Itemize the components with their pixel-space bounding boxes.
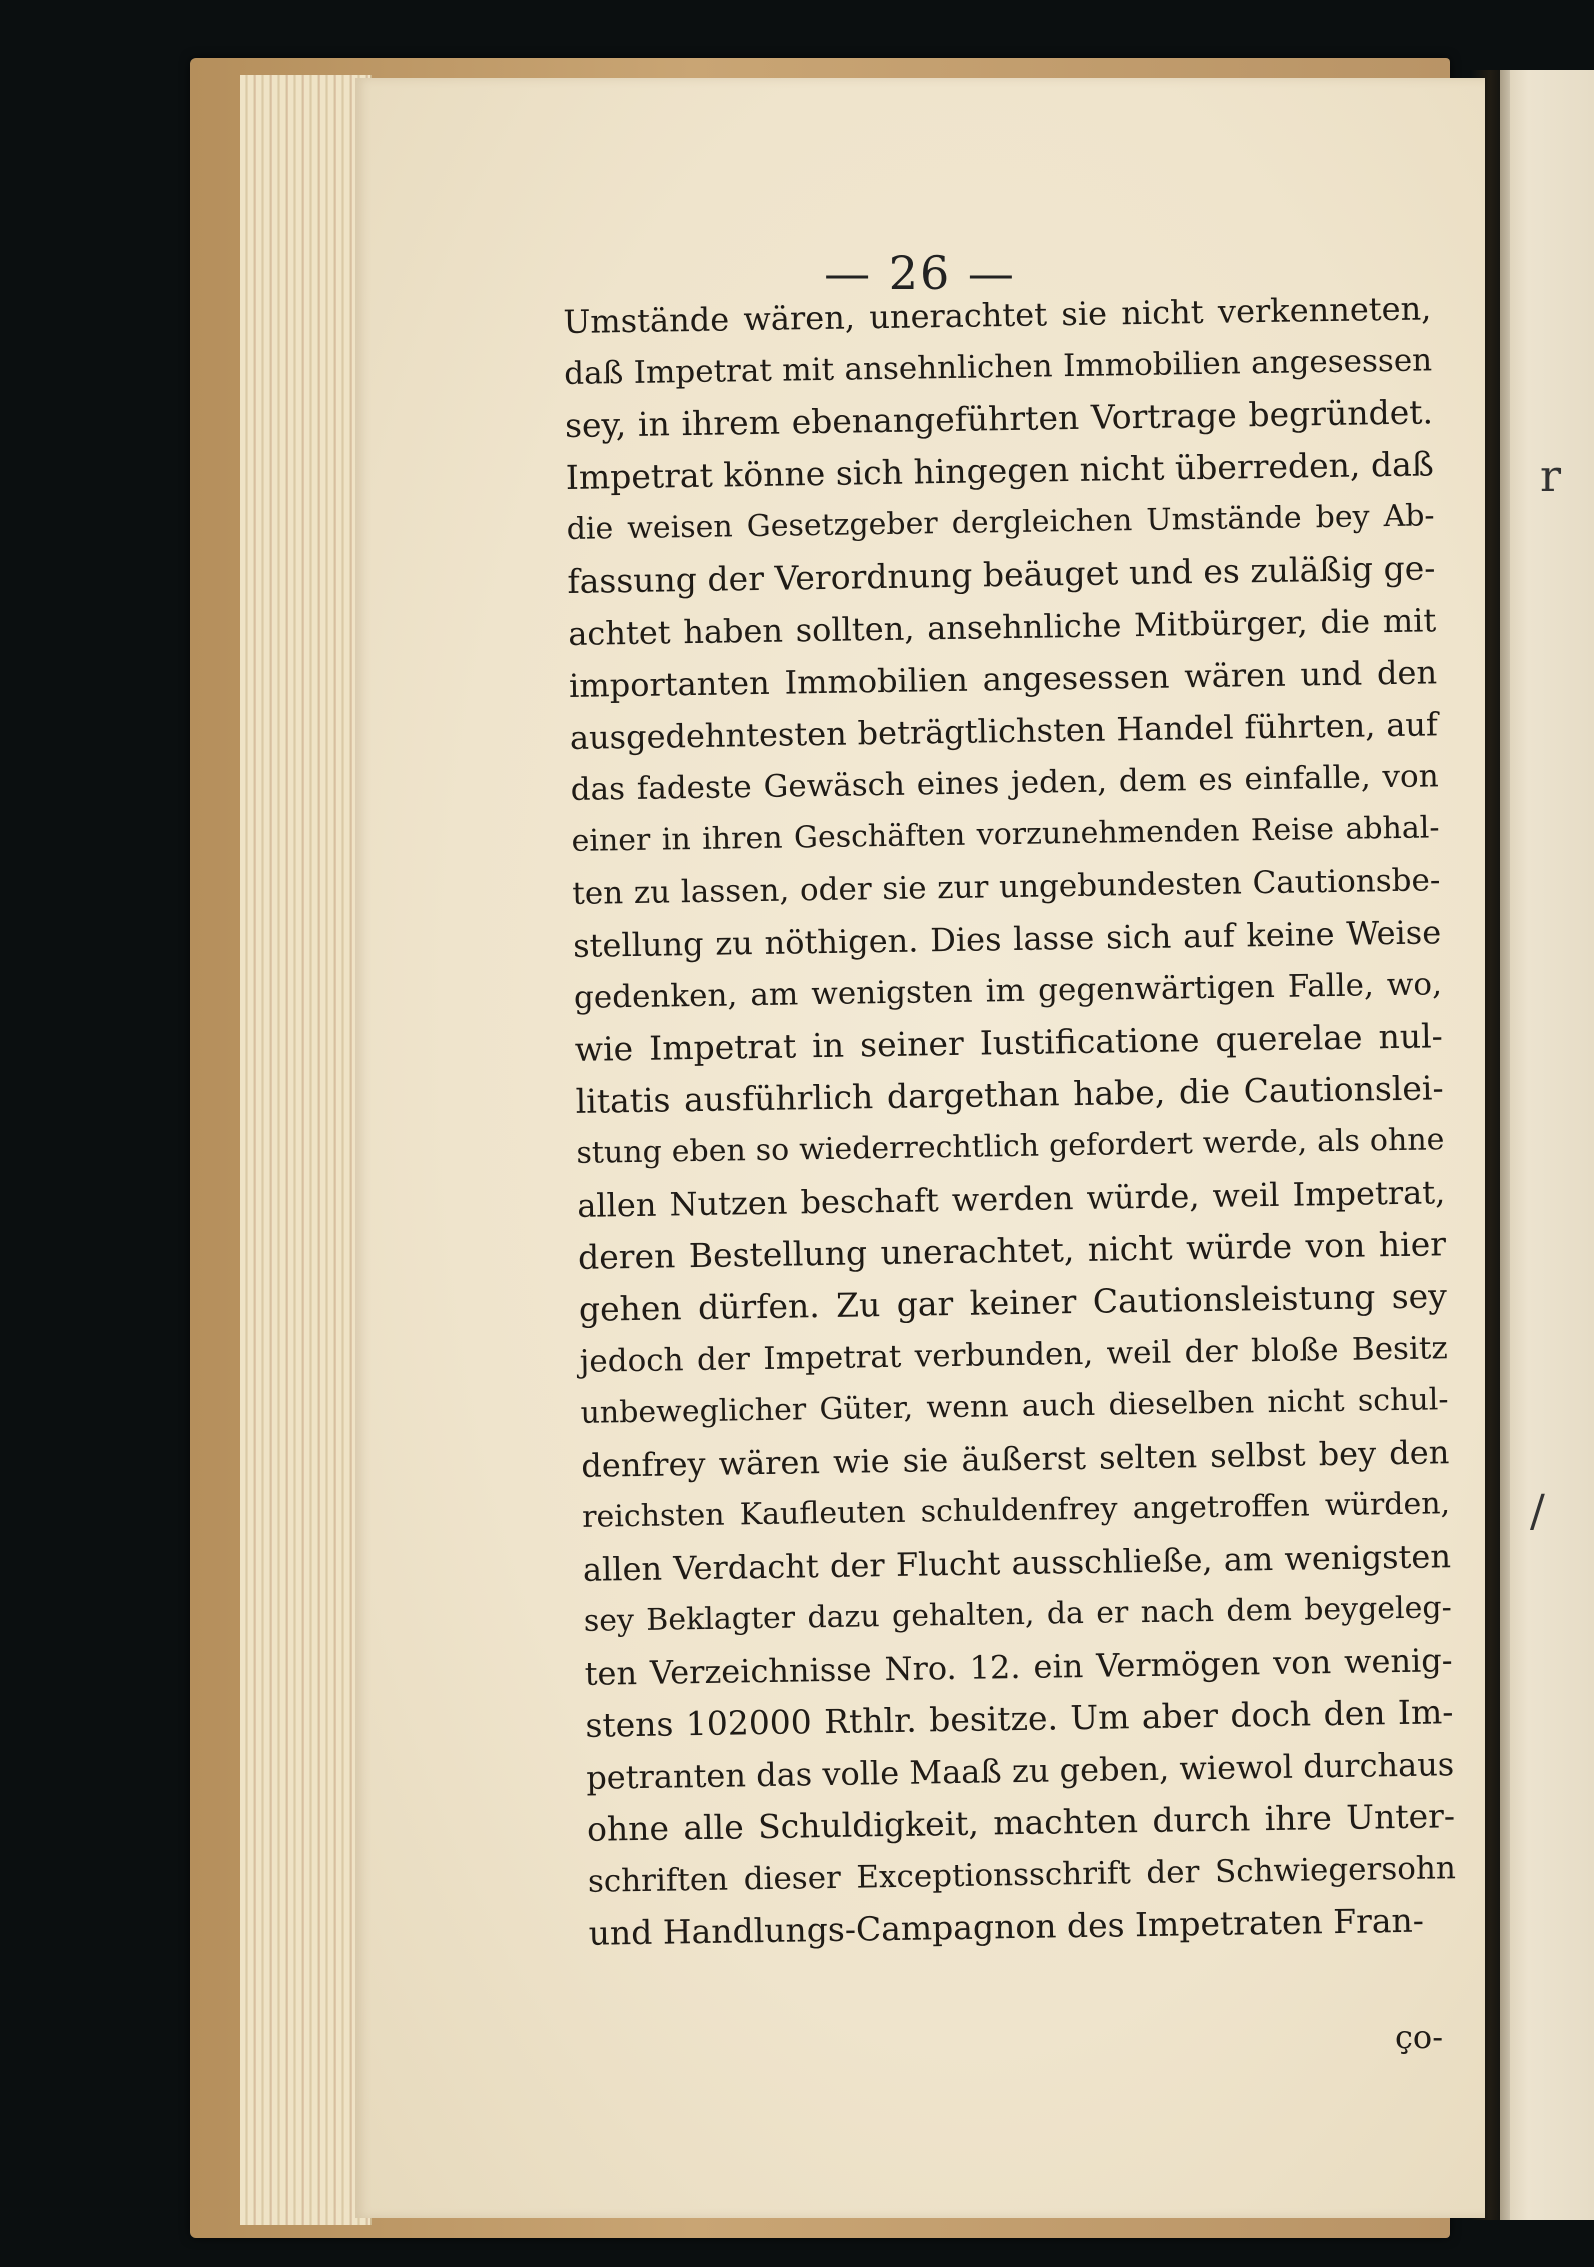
text-line: sey Beklagter dazu gehalten, da er nach dem beygeleg-: [583, 1590, 1452, 1639]
text-line: fassung der Verordnung beäuget und es zuläßig ge-: [567, 548, 1436, 601]
facing-page-mark: r: [1540, 451, 1562, 502]
text-line: jedoch der Impetrat verbunden, weil der bloße Besitz: [579, 1330, 1448, 1380]
text-line: allen Nutzen beschaft werden würde, weil Impetrat,: [576, 1173, 1446, 1225]
text-line: reichsten Kaufleuten schuldenfrey angetroffen würden,: [581, 1486, 1451, 1535]
text-line: deren Bestellung unerachtet, nicht würde von hier: [577, 1224, 1447, 1277]
text-line: unbeweglicher Güter, wenn auch dieselben nicht schul-: [580, 1382, 1449, 1431]
text-line: das fadeste Gewäsch eines jeden, dem es einfalle, von: [570, 758, 1439, 808]
text-line: ten Verzeichnisse Nro. 12. ein Vermögen von wenig-: [584, 1641, 1453, 1693]
text-line: stung eben so wiederrechtlich gefordert werde, als ohne: [576, 1122, 1445, 1171]
text-line: Impetrat könne sich hingegen nicht überreden, daß: [565, 444, 1435, 497]
text-line: achtet haben sollten, ansehnliche Mitbürger, die mit: [568, 601, 1437, 653]
text-line: ten zu lassen, oder sie zur ungebundesten Cautionsbe-: [572, 862, 1441, 912]
facing-page-mark: /: [1530, 1486, 1545, 1537]
page-number: — 26 —: [824, 246, 1016, 300]
text-line: litatis ausführlich dargethan habe, die Cautionslei-: [575, 1068, 1444, 1121]
page-edges: [240, 75, 372, 2225]
text-line: und Handlungs-Campagnon des Impetraten Fran-: [588, 1900, 1425, 1953]
text-line: die weisen Gesetzgeber dergleichen Umstände bey Ab-: [566, 498, 1435, 547]
text-line: ausgedehntesten beträgtlichsten Handel führten, auf: [569, 705, 1439, 757]
text-line: importanten Immobilien angesessen wären und den: [568, 653, 1438, 705]
text-line: stellung zu nöthigen. Dies lasse sich auf keine Weise: [572, 913, 1442, 965]
text-line: ohne alle Schuldigkeit, machten durch ihre Unter-: [586, 1796, 1456, 1849]
text-line: allen Verdacht der Flucht ausschließe, am wenigsten: [582, 1537, 1452, 1589]
text-line: schriften dieser Exceptionsschrift der Schwiegersohn: [587, 1850, 1457, 1900]
text-line: gedenken, am wenigsten im gegenwärtigen Falle, wo,: [573, 966, 1443, 1016]
text-line: gehen dürfen. Zu gar keiner Cautionsleistung sey: [578, 1276, 1448, 1329]
text-line: Umstände wären, unerachtet sie nicht verkenneten,: [563, 289, 1432, 341]
catchword: ço-: [1395, 2018, 1443, 2056]
text-line: einer in ihren Geschäften vorzunehmenden Reise abhal-: [571, 810, 1440, 859]
text-line: daß Impetrat mit ansehnlichen Immobilien angesessen: [563, 342, 1433, 392]
text-line: sey, in ihrem ebenangeführten Vortrage begründet.: [564, 392, 1434, 445]
facing-page: [1500, 70, 1594, 2220]
text-line: stens 102000 Rthlr. besitze. Um aber doch den Im-: [585, 1692, 1454, 1745]
text-line: wie Impetrat in seiner Iustificatione querelae nul-: [574, 1016, 1444, 1069]
book-page: [355, 78, 1485, 2218]
text-line: denfrey wären wie sie äußerst selten selbst bey den: [581, 1433, 1450, 1485]
text-line: petranten das volle Maaß zu geben, wiewol durchaus: [585, 1745, 1455, 1797]
page-text: [563, 282, 1457, 1959]
